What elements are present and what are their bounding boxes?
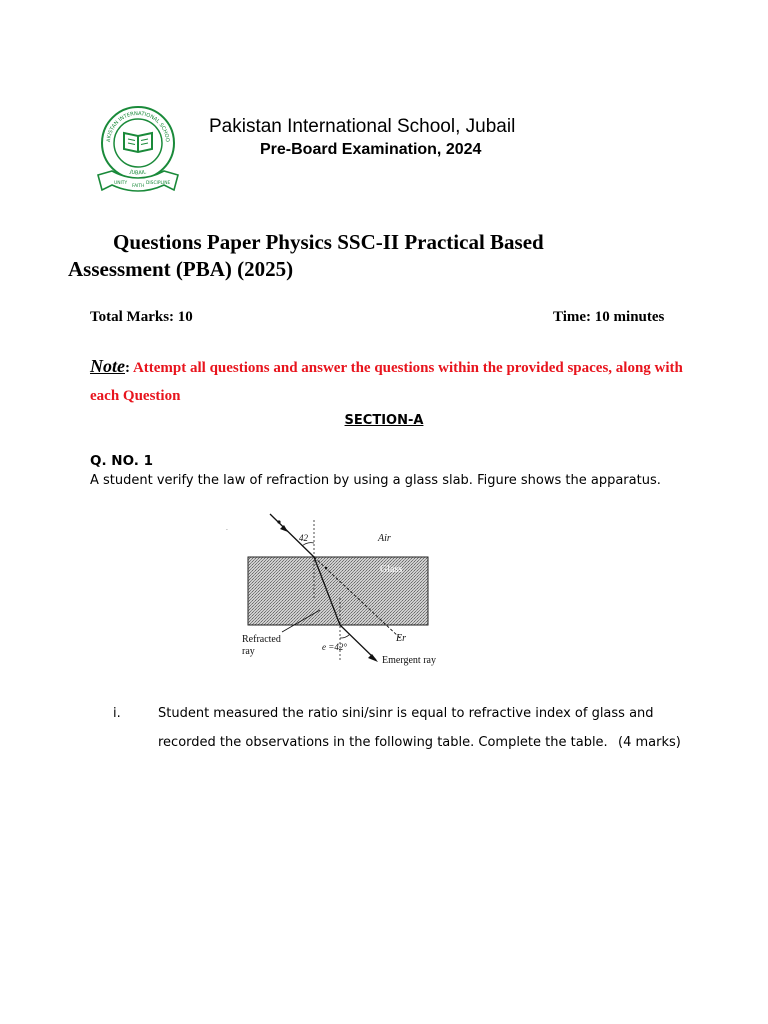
glass-label: Glass bbox=[380, 564, 403, 575]
logo-ribbon-3: DISCIPLINE bbox=[146, 181, 171, 186]
book-icon bbox=[124, 133, 152, 152]
refracted-label-line-2: ray bbox=[242, 646, 255, 657]
section-heading: SECTION-A bbox=[344, 413, 424, 428]
exam-time: Time: 10 minutes bbox=[553, 309, 665, 325]
note-paragraph bbox=[90, 352, 690, 410]
item-text-line-2: recorded the observations in the following table. Complete the table. bbox=[158, 735, 608, 750]
refracted-label-line-1: Refracted bbox=[242, 634, 281, 645]
air-label: Air bbox=[378, 533, 391, 544]
note-label: Note bbox=[90, 356, 125, 376]
refraction-figure bbox=[222, 510, 468, 672]
item-number: i. bbox=[113, 706, 121, 721]
question-number: Q. NO. 1 bbox=[90, 453, 154, 469]
logo-ribbon-1: UNITY bbox=[114, 181, 128, 186]
paper-title-line-1: Questions Paper Physics SSC-II Practical Based bbox=[113, 230, 544, 254]
question-text: A student verify the law of refraction by using a glass slab. Figure shows the apparatus. bbox=[90, 473, 661, 488]
note-text: Attempt all questions and answer the questions within the provided spaces, along with each Question bbox=[90, 360, 683, 404]
svg-text:JUBAIL bbox=[128, 169, 147, 177]
emergent-label: Emergent ray bbox=[382, 655, 436, 666]
logo-bottom-text: JUBAIL bbox=[129, 169, 147, 177]
angle-emergence-label: e =42° bbox=[322, 642, 347, 652]
total-marks: Total Marks: 10 bbox=[90, 309, 193, 325]
item-text-line-1: Student measured the ratio sini/sinr is equal to refractive index of glass and bbox=[158, 706, 654, 721]
note-colon: : bbox=[125, 360, 130, 376]
exam-name: Pre-Board Examination, 2024 bbox=[260, 141, 482, 158]
svg-text:.: . bbox=[226, 525, 228, 532]
logo-ribbon-2: FAITH bbox=[132, 184, 145, 189]
school-logo bbox=[88, 93, 188, 193]
school-name: Pakistan International School, Jubail bbox=[209, 116, 516, 137]
logo-top-text: AKISTAN INTERNATIONAL SCHOO bbox=[105, 110, 171, 143]
er-label: Er bbox=[396, 633, 406, 644]
angle-incidence-label: 42 bbox=[299, 533, 308, 543]
paper-title bbox=[68, 229, 628, 283]
paper-title-line-2: Assessment (PBA) (2025) bbox=[68, 257, 294, 281]
item-marks: (4 marks) bbox=[618, 735, 681, 750]
